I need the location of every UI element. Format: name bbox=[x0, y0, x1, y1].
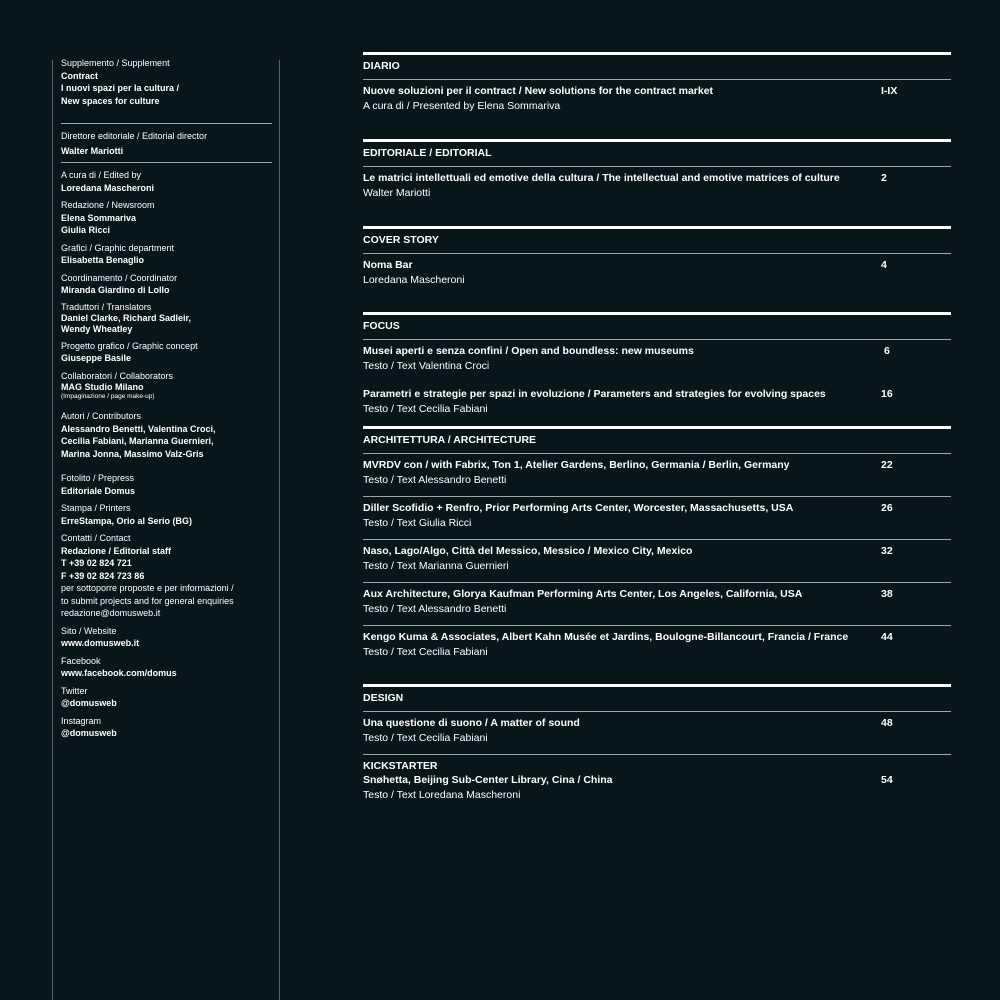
website-block bbox=[61, 625, 272, 650]
graphic-department-label: Grafici / Graphic department bbox=[61, 242, 175, 253]
collaborators-name: MAG Studio Milano bbox=[61, 382, 144, 392]
contributors-names: Alessandro Benetti, Valentina Croci, bbox=[61, 423, 216, 434]
website-label: Sito / Website bbox=[61, 625, 117, 636]
director-label: Direttore editoriale / Editorial director bbox=[61, 131, 208, 141]
edited-by-name: Loredana Mascheroni bbox=[61, 182, 155, 193]
supplement-title: Contract bbox=[61, 70, 99, 81]
translators-names: Daniel Clarke, Richard Sadleir, bbox=[61, 312, 192, 323]
section-title: ARCHITETTURA / ARCHITECTURE bbox=[363, 429, 951, 454]
contact-fax: F +39 02 824 723 86 bbox=[61, 570, 145, 581]
entry-title: Snøhetta, Beijing Sub-Center Library, Cina / China bbox=[363, 774, 613, 786]
entry-title: Diller Scofidio + Renfro, Prior Performing Arts Center, Worcester, Massachusetts, USA bbox=[363, 502, 794, 514]
printers-block bbox=[61, 502, 272, 527]
collaborators-block bbox=[61, 370, 272, 402]
section-title: FOCUS bbox=[363, 315, 951, 340]
entry-author: Testo / Text Cecilia Fabiani bbox=[363, 646, 488, 658]
coordinator-name: Miranda Giardino di Lollo bbox=[61, 285, 170, 295]
instagram-label: Instagram bbox=[61, 715, 102, 726]
supplement-subtitle: I nuovi spazi per la cultura / bbox=[61, 83, 180, 93]
entry-title: Una questione di suono / A matter of sound bbox=[363, 717, 580, 729]
contributors-names: Cecilia Fabiani, Marianna Guernieri, bbox=[61, 436, 214, 446]
entry-title: Parametri e strategie per spazi in evoluzione / Parameters and strategies for evolving spaces bbox=[363, 388, 826, 400]
coordinator-block bbox=[61, 272, 272, 297]
contact-email[interactable]: redazione@domusweb.it bbox=[61, 608, 161, 618]
entry-author: Testo / Text Alessandro Benetti bbox=[363, 474, 507, 486]
entry-title: Musei aperti e senza confini / Open and boundless: new museums bbox=[363, 345, 694, 357]
supplement-label: Supplemento / Supplement bbox=[61, 58, 170, 68]
left-border-line bbox=[52, 60, 53, 1000]
toc-entry[interactable] bbox=[363, 340, 951, 383]
entry-title: Aux Architecture, Glorya Kaufman Performing Arts Center, Los Angeles, California, USA bbox=[363, 588, 803, 600]
section-editorial bbox=[363, 139, 951, 226]
edited-by-label: A cura di / Edited by bbox=[61, 170, 142, 180]
contributors-label: Autori / Contributors bbox=[61, 411, 142, 421]
contact-text: to submit projects and for general enquiries bbox=[61, 595, 234, 606]
translators-names: Wendy Wheatley bbox=[61, 323, 133, 334]
twitter-block bbox=[61, 685, 272, 710]
section-title: EDITORIALE / EDITORIAL bbox=[363, 142, 951, 167]
prepress-name: Editoriale Domus bbox=[61, 485, 136, 496]
entry-author: A cura di / Presented by Elena Sommariva bbox=[363, 100, 561, 112]
entry-page: I-IX bbox=[881, 85, 898, 97]
entry-page: 2 bbox=[881, 172, 887, 184]
newsroom-label: Redazione / Newsroom bbox=[61, 200, 155, 210]
entry-author: Testo / Text Giulia Ricci bbox=[363, 517, 472, 529]
coordinator-label: Coordinamento / Coordinator bbox=[61, 272, 178, 283]
table-of-contents bbox=[363, 52, 951, 803]
entry-page: 44 bbox=[881, 631, 893, 643]
entry-author: Testo / Text Marianna Guernieri bbox=[363, 560, 509, 572]
entry-page: 26 bbox=[881, 502, 893, 514]
website-link[interactable]: www.domusweb.it bbox=[61, 638, 140, 648]
newsroom-name: Elena Sommariva bbox=[61, 212, 137, 223]
entry-author: Testo / Text Valentina Croci bbox=[363, 360, 490, 372]
toc-entry[interactable] bbox=[363, 583, 951, 625]
graphic-department-block bbox=[61, 242, 272, 267]
director-name: Walter Mariotti bbox=[61, 145, 124, 156]
colophon-rule bbox=[61, 123, 272, 124]
entry-author: Walter Mariotti bbox=[363, 187, 431, 199]
entry-author: Testo / Text Cecilia Fabiani bbox=[363, 732, 488, 744]
supplement-subtitle-en: New spaces for culture bbox=[61, 95, 160, 106]
graphic-department-name: Elisabetta Benaglio bbox=[61, 255, 145, 265]
section-diario bbox=[363, 52, 951, 139]
entry-title: MVRDV con / with Fabrix, Ton 1, Atelier Gardens, Berlino, Germania / Berlin, Germany bbox=[363, 459, 790, 471]
entry-title: Le matrici intellettuali ed emotive della cultura / The intellectual and emotive matrices of culture bbox=[363, 172, 840, 184]
colophon-rule bbox=[61, 162, 272, 163]
toc-entry[interactable] bbox=[363, 254, 951, 288]
entry-author: Testo / Text Loredana Mascheroni bbox=[363, 789, 521, 801]
entry-author: Testo / Text Cecilia Fabiani bbox=[363, 403, 488, 415]
entry-author: Loredana Mascheroni bbox=[363, 274, 465, 286]
collaborators-note: (Impaginazione / page make-up) bbox=[61, 393, 155, 400]
contact-block bbox=[61, 532, 272, 620]
contributors-block bbox=[61, 410, 272, 460]
contact-staff: Redazione / Editorial staff bbox=[61, 545, 172, 556]
section-title: DIARIO bbox=[363, 55, 951, 80]
entry-page: 4 bbox=[881, 259, 887, 271]
edited-by-block bbox=[61, 169, 272, 194]
translators-block bbox=[61, 302, 272, 335]
prepress-label: Fotolito / Prepress bbox=[61, 473, 135, 483]
contact-label: Contatti / Contact bbox=[61, 533, 131, 543]
entry-title: Nuove soluzioni per il contract / New solutions for the contract market bbox=[363, 85, 714, 97]
twitter-label: Twitter bbox=[61, 685, 88, 696]
section-architecture bbox=[363, 426, 951, 684]
toc-entry[interactable] bbox=[363, 167, 951, 201]
toc-entry[interactable] bbox=[363, 383, 951, 417]
section-design bbox=[363, 684, 951, 803]
newsroom-block bbox=[61, 199, 272, 237]
newsroom-name: Giulia Ricci bbox=[61, 225, 111, 235]
toc-entry[interactable] bbox=[363, 80, 951, 114]
graphic-concept-name: Giuseppe Basile bbox=[61, 353, 132, 363]
toc-entry[interactable] bbox=[363, 497, 951, 539]
translators-label: Traduttori / Translators bbox=[61, 301, 152, 312]
graphic-concept-block bbox=[61, 340, 272, 365]
graphic-concept-label: Progetto grafico / Graphic concept bbox=[61, 340, 198, 351]
collaborators-label: Collaboratori / Collaborators bbox=[61, 370, 174, 381]
entry-page: 54 bbox=[881, 774, 893, 786]
prepress-block bbox=[61, 472, 272, 497]
section-focus bbox=[363, 312, 951, 426]
contact-phone: T +39 02 824 721 bbox=[61, 558, 132, 568]
toc-entry[interactable] bbox=[363, 540, 951, 582]
entry-title: Kengo Kuma & Associates, Albert Kahn Musée et Jardins, Boulogne-Billancourt, Francia / France bbox=[363, 631, 849, 643]
facebook-link[interactable]: www.facebook.com/domus bbox=[61, 668, 177, 678]
printers-label: Stampa / Printers bbox=[61, 503, 131, 513]
entry-page: 48 bbox=[881, 717, 893, 729]
section-cover-story bbox=[363, 226, 951, 312]
entry-page: 6 bbox=[884, 345, 890, 357]
kickstarter-label: KICKSTARTER bbox=[363, 760, 438, 772]
printers-name: ErreStampa, Orio al Serio (BG) bbox=[61, 515, 193, 526]
entry-page: 16 bbox=[881, 388, 893, 400]
entry-page: 22 bbox=[881, 459, 893, 471]
entry-title: Naso, Lago/Algo, Città del Messico, Messico / Mexico City, Mexico bbox=[363, 545, 693, 557]
kickstarter-entry[interactable] bbox=[363, 755, 951, 803]
entry-author: Testo / Text Alessandro Benetti bbox=[363, 603, 507, 615]
contact-text: per sottoporre proposte e per informazioni / bbox=[61, 583, 234, 593]
facebook-label: Facebook bbox=[61, 655, 101, 666]
entry-title: Noma Bar bbox=[363, 259, 413, 271]
toc-entry[interactable] bbox=[363, 712, 951, 754]
column-divider-line bbox=[279, 60, 280, 1000]
toc-entry[interactable] bbox=[363, 454, 951, 496]
director-block bbox=[61, 130, 272, 157]
facebook-block bbox=[61, 655, 272, 680]
section-title: DESIGN bbox=[363, 687, 951, 712]
supplement-block bbox=[61, 57, 272, 107]
twitter-handle[interactable]: @domusweb bbox=[61, 698, 117, 708]
section-title: COVER STORY bbox=[363, 229, 951, 254]
colophon bbox=[61, 57, 272, 745]
instagram-handle[interactable]: @domusweb bbox=[61, 728, 117, 738]
entry-page: 38 bbox=[881, 588, 893, 600]
instagram-block bbox=[61, 715, 272, 740]
entry-page: 32 bbox=[881, 545, 893, 557]
toc-entry[interactable] bbox=[363, 626, 951, 660]
contributors-names: Marina Jonna, Massimo Valz-Gris bbox=[61, 448, 204, 459]
